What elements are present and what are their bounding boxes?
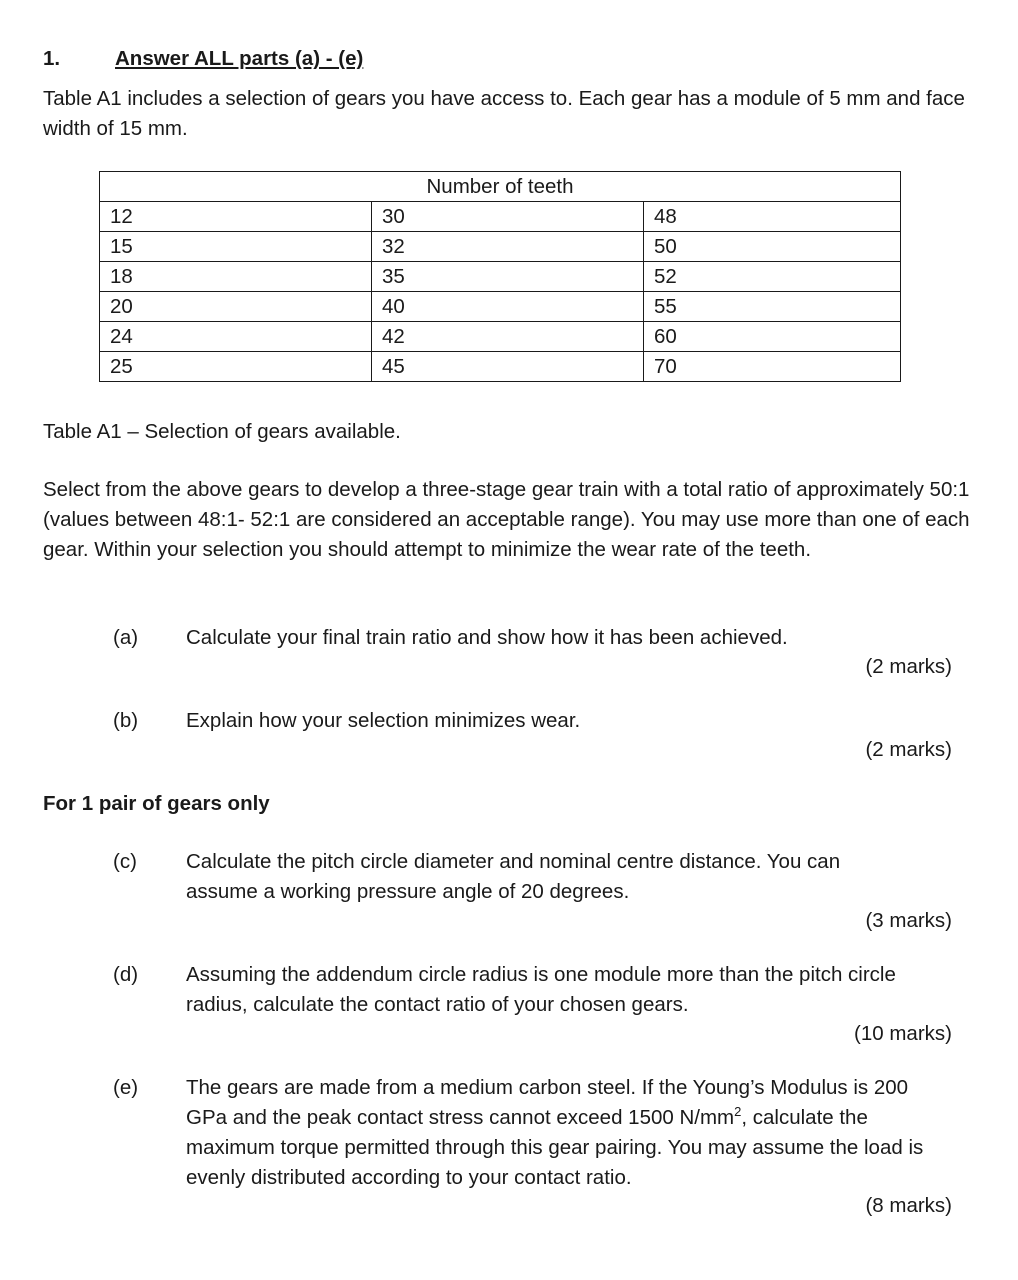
- table-cell: 42: [372, 322, 644, 352]
- part-c-marks: (3 marks): [865, 909, 952, 932]
- part-d-label: (d): [113, 963, 139, 986]
- table-cell: 25: [100, 352, 372, 382]
- intro-paragraph: Table A1 includes a selection of gears you have access to. Each gear has a module of 5 mm and face width of 15 mm.: [43, 87, 965, 140]
- part-e-marks: (8 marks): [865, 1194, 952, 1217]
- part-d-marks: (10 marks): [854, 1022, 952, 1045]
- table-header-row: [100, 172, 901, 202]
- table-cell: 20: [100, 292, 372, 322]
- table-cell: 55: [644, 292, 901, 322]
- subheading: For 1 pair of gears only: [43, 792, 270, 815]
- table-cell: 40: [372, 292, 644, 322]
- table-cell: 70: [644, 352, 901, 382]
- table-cell: 48: [644, 202, 901, 232]
- part-b-label: (b): [113, 709, 139, 732]
- table-cell: 60: [644, 322, 901, 352]
- part-d-text: Assuming the addendum circle radius is one module more than the pitch circle radius, calculate the contact ratio of your chosen gears.: [186, 963, 896, 1016]
- part-b-marks: (2 marks): [865, 738, 952, 761]
- table-row: [100, 322, 901, 352]
- part-a-text: Calculate your final train ratio and show how it has been achieved.: [186, 626, 788, 649]
- part-a-label: (a): [113, 626, 139, 649]
- table-cell: 32: [372, 232, 644, 262]
- table-caption: Table A1 – Selection of gears available.: [43, 420, 401, 443]
- part-a-marks: (2 marks): [865, 655, 952, 678]
- table-cell: 52: [644, 262, 901, 292]
- part-e-text: [186, 1073, 936, 1193]
- table-cell: 50: [644, 232, 901, 262]
- superscript-two: 2: [734, 1104, 742, 1119]
- table-cell: 30: [372, 202, 644, 232]
- table-row: [100, 262, 901, 292]
- question-number: 1.: [43, 47, 61, 70]
- table-row: [100, 202, 901, 232]
- part-c-text: Calculate the pitch circle diameter and nominal centre distance. You can assume a working pressure angle of 20 degrees.: [186, 850, 841, 903]
- table-row: [100, 292, 901, 322]
- part-e-text-end: , calculate the maximum torque permitted through this gear pairing. You may assume the load is evenly distributed according to your contact ratio.: [186, 1106, 924, 1189]
- table-cell: 35: [372, 262, 644, 292]
- part-e-text-start: The gears are made from a medium carbon steel. If the Young’s Modulus is 200 GPa and the peak contact stress cannot exceed 1500 N/mm: [186, 1076, 909, 1129]
- part-c-label: (c): [113, 850, 137, 873]
- table-row: [100, 232, 901, 262]
- table-cell: 15: [100, 232, 372, 262]
- table-cell: 45: [372, 352, 644, 382]
- part-e-label: (e): [113, 1076, 139, 1099]
- table-row: [100, 352, 901, 382]
- table-cell: 24: [100, 322, 372, 352]
- gear-table: [99, 171, 901, 382]
- table-header: Number of teeth: [100, 172, 901, 202]
- table-cell: 18: [100, 262, 372, 292]
- instructions-paragraph: Select from the above gears to develop a three-stage gear train with a total ratio of approximately 50:1 (values between 48:1- 52:1 are considered an acceptable range). You may use more than one of each gear. Within your selection you should attempt to minimize the wear rate of the teeth.: [43, 478, 970, 561]
- part-b-text: Explain how your selection minimizes wear.: [186, 709, 581, 732]
- table-cell: 12: [100, 202, 372, 232]
- question-title: Answer ALL parts (a) - (e): [115, 47, 364, 70]
